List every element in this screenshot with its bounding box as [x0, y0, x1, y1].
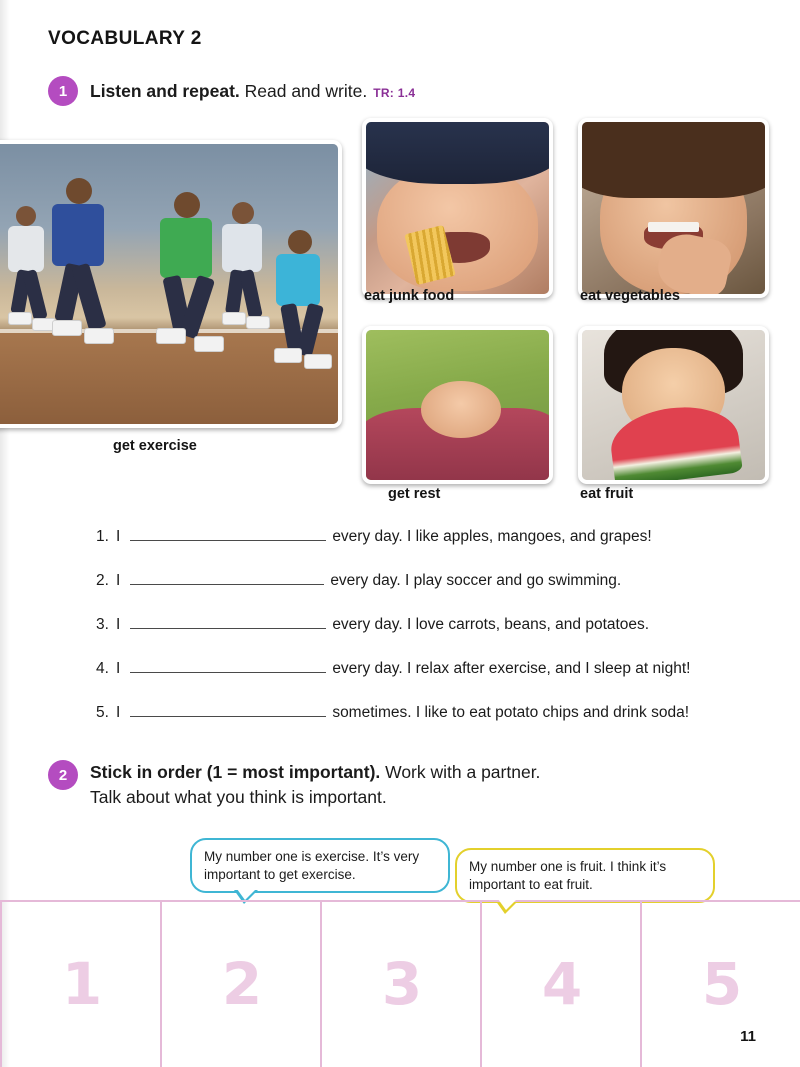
sticker-slot-number: 1 — [61, 949, 103, 1018]
sentence-prefix: I — [116, 572, 121, 589]
sticker-slot-2[interactable] — [160, 900, 322, 1067]
sticker-slot-number: 2 — [221, 949, 263, 1018]
activity-1-instruction — [90, 81, 415, 102]
caption-eat-fruit: eat fruit — [580, 486, 634, 502]
activity-2-instruction-line2: Talk about what you think is important. — [90, 787, 387, 808]
sticker-slot-4[interactable] — [480, 900, 642, 1067]
sentence-number: 2. — [96, 572, 109, 589]
teeth — [648, 222, 699, 232]
fill-in-the-blank-sentences — [96, 525, 776, 745]
photo-get-exercise — [0, 140, 342, 428]
answer-blank-4[interactable] — [130, 657, 326, 673]
sticker-slot-number: 3 — [381, 949, 423, 1018]
page-title: VOCABULARY 2 — [48, 28, 202, 49]
activity-2-heading — [48, 760, 540, 811]
caption-eat-junk-food: eat junk food — [364, 288, 455, 304]
sticker-slot-1[interactable] — [0, 900, 162, 1067]
photo-eat-vegetables — [578, 118, 769, 298]
runner-figure — [152, 192, 222, 388]
activity-1-heading — [48, 76, 415, 106]
sticker-slot-5[interactable] — [640, 900, 800, 1067]
sticker-order-strip — [0, 900, 800, 1067]
sentence-row — [96, 657, 776, 701]
caption-get-exercise: get exercise — [113, 438, 197, 454]
sentence-number: 1. — [96, 528, 109, 545]
activity-1-instruction-bold: Listen and repeat. — [90, 80, 240, 101]
activity-2-instruction-rest: Work with a partner. — [380, 762, 541, 782]
page-number: 11 — [740, 1028, 756, 1045]
sentence-prefix: I — [116, 660, 121, 677]
sentence-prefix: I — [116, 616, 121, 633]
activity-2-number-badge: 2 — [48, 760, 78, 790]
sentence-suffix: sometimes. I like to eat potato chips and drink soda! — [332, 704, 690, 721]
sleeping-child-face — [421, 381, 502, 438]
baseball-cap — [362, 118, 553, 184]
speech-bubble-blue: My number one is exercise. It’s very important to get exercise. — [190, 838, 450, 893]
answer-blank-1[interactable] — [130, 525, 326, 541]
sentence-suffix: every day. I love carrots, beans, and potatoes. — [332, 616, 650, 633]
sentence-row — [96, 613, 776, 657]
runner-figure — [270, 230, 328, 390]
sentence-number: 5. — [96, 704, 109, 721]
sentence-row — [96, 569, 776, 613]
sentence-suffix: every day. I play soccer and go swimming. — [330, 572, 622, 589]
sentence-number: 4. — [96, 660, 109, 677]
answer-blank-2[interactable] — [130, 569, 324, 585]
sentence-prefix: I — [116, 528, 121, 545]
speech-bubble-yellow: My number one is fruit. I think it’s important to eat fruit. — [455, 848, 715, 903]
sentence-suffix: every day. I like apples, mangoes, and grapes! — [332, 528, 652, 545]
activity-2-instruction-bold: Stick in order (1 = most important). — [90, 762, 381, 782]
activity-1-number-badge: 1 — [48, 76, 78, 106]
vocabulary-photo-grid — [0, 118, 800, 518]
sentence-prefix: I — [116, 704, 121, 721]
hair — [578, 118, 769, 198]
sentence-row — [96, 525, 776, 569]
sticker-slot-number: 4 — [541, 949, 583, 1018]
activity-2-instruction — [90, 760, 540, 811]
activity-1-instruction-rest: Read and write. — [239, 80, 368, 101]
answer-blank-3[interactable] — [130, 613, 326, 629]
sentence-number: 3. — [96, 616, 109, 633]
runner-figure — [44, 178, 114, 378]
photo-eat-junk-food — [362, 118, 553, 298]
audio-track-tag: TR: 1.4 — [373, 85, 416, 100]
photo-eat-fruit — [578, 326, 769, 484]
answer-blank-5[interactable] — [130, 701, 326, 717]
runner-figure — [216, 202, 270, 362]
sentence-suffix: every day. I relax after exercise, and I sleep at night! — [332, 660, 691, 677]
sentence-row — [96, 701, 776, 745]
sticker-slot-3[interactable] — [320, 900, 482, 1067]
caption-get-rest: get rest — [388, 486, 441, 502]
caption-eat-vegetables: eat vegetables — [580, 288, 680, 304]
sticker-slot-number: 5 — [701, 949, 743, 1018]
photo-get-rest — [362, 326, 553, 484]
